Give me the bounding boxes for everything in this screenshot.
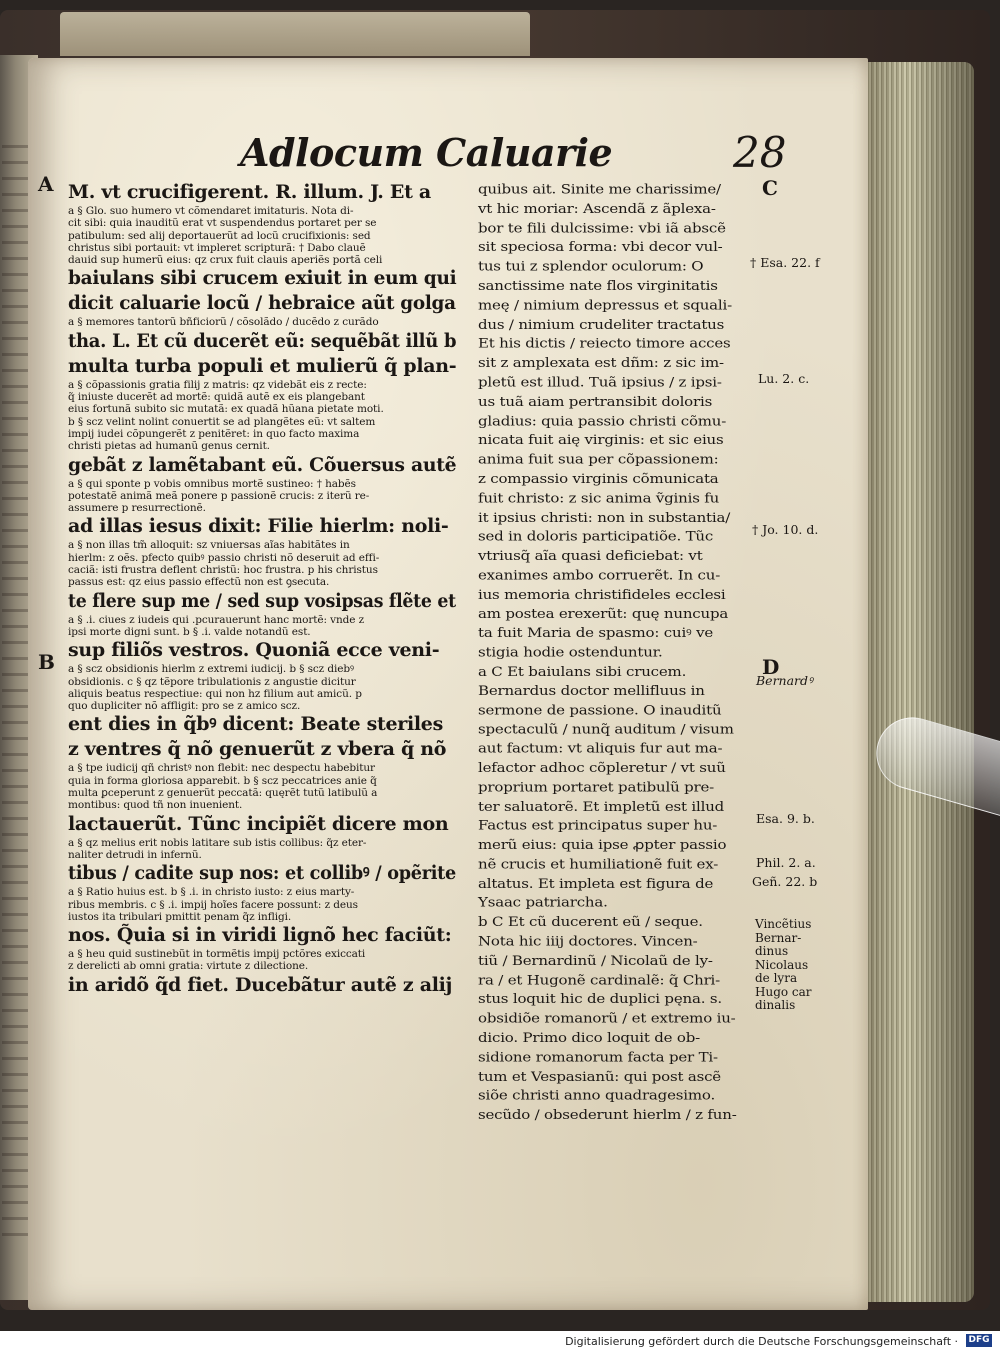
gloss-line: a § heu quid sustinebũt in tormẽtis impij pctõres exiccati xyxy=(68,948,366,961)
commentary-line: nẽ crucis et humiliationẽ fuit ex- xyxy=(478,856,719,872)
gloss-line: montibus: quod tñ non inuenient. xyxy=(68,799,243,812)
text-line: te flere sup me / sed sup vosipsas flẽte et xyxy=(68,589,456,612)
commentary-line: it ipsius christi: non in substantia/ xyxy=(478,509,731,525)
commentary-line: lefactor adhoc cõpleretur / vt suũ xyxy=(478,760,726,776)
commentary-line: obsidiõe romanorũ / et extremo iu- xyxy=(478,1010,736,1027)
gloss-line: a § cõpassionis gratia filij z matris: qz videbãt eis z recte: xyxy=(68,378,367,391)
gloss-line: a § tpe iudicij qñ christꝰ non flebit: nec despectu habebitur xyxy=(68,762,375,775)
commentary-line: Ysaac patriarcha. xyxy=(478,895,608,911)
commentary-line: ius memoria christifideles ecclesi xyxy=(478,586,726,602)
margin-letter-c: C xyxy=(762,176,778,200)
text-line: lactauerũt. Tũnc incipiẽt dicere mon xyxy=(68,812,449,835)
commentary-line: altatus. Et impleta est figura de xyxy=(478,875,714,892)
gloss-line: passus est: qz eius passio effectũ non est ꝯsecuta. xyxy=(68,576,330,589)
gloss-line: ipsi morte digni sunt. b § .i. valde notandũ est. xyxy=(68,625,311,638)
commentary-line: ter saluatorẽ. Et impletũ est illud xyxy=(478,798,725,815)
commentary-line: a C Et baiulans sibi crucem. xyxy=(478,663,687,680)
commentary-line: gladius: quia passio christi cõmu- xyxy=(478,413,727,429)
gloss-line: cit sibi: quia inauditũ erat vt suspendendus portaret per se xyxy=(68,217,377,230)
commentary-line: nicata fuit aię virginis: et sic eius xyxy=(478,432,724,448)
gloss-line: naliter detrudi in infernũ. xyxy=(68,848,202,861)
gloss-line: a § .i. ciues z iudeis qui .pcurauerunt hanc mortẽ: vnde z xyxy=(68,613,365,626)
gloss-line: christus sibi portauit: vt impleret scripturã: † Dabo clauẽ xyxy=(68,241,366,254)
commentary-line: siõe christi anno quadragesimo. xyxy=(478,1088,716,1104)
gloss-line: a § scz obsidionis hierlm z extremi iudicij. b § scz diebꝰ xyxy=(68,663,354,676)
margin-ref-bernard: Bernardꝰ xyxy=(756,673,813,688)
text-line: baiulans sibi crucem exiuit in eum qui xyxy=(68,267,457,290)
gloss-line: dauid sup humerũ eius: qz crux fuit clauis aperiẽs portã celi xyxy=(68,254,383,267)
commentary-line: am postea erexerũt: quę nuncupa xyxy=(478,605,729,622)
margin-doctors-list xyxy=(755,918,812,1013)
commentary-line: secũdo / obsederunt hierlm / z fun- xyxy=(478,1107,737,1123)
margin-doctor-name: Vincẽtius xyxy=(755,917,812,931)
gloss-line: a § Glo. suo humero vt cõmendaret imitaturis. Nota di- xyxy=(68,205,354,217)
margin-doctor-name: dinalis xyxy=(755,998,796,1012)
gloss-line: christi pietas ad humanũ genus cernit. xyxy=(68,440,270,453)
book-headband xyxy=(60,12,530,56)
gloss-line: obsidionis. c § qz tẽpore tribulationis z angustie dicitur xyxy=(68,675,356,688)
gloss-line: eius fortunã subito sic mutatã: ex quadã hũana pietate moti. xyxy=(68,403,384,416)
margin-doctor-name: dinus xyxy=(755,944,789,958)
gloss-line: aliquis beatus respectiue: qui non hz filium aut amicũ. p xyxy=(68,687,362,700)
text-line: z ventres q̃ nõ genuerũt z vbera q̃ nõ xyxy=(68,738,447,761)
commentary-line: Bernardus doctor mellifluus in xyxy=(478,683,705,699)
text-line: tibus / cadite sup nos: et collibꝰ / opẽrite xyxy=(68,862,456,885)
margin-ref-esa9: Esa. 9. b. xyxy=(756,811,815,826)
gloss-line: hierlm: z oẽs. pfecto quibꝰ passio christi nõ deseruit ad effi- xyxy=(68,551,380,564)
commentary-line: vtriusq̃ aĩa quasi deficiebat: vt xyxy=(478,548,703,564)
gloss-line: quia in forma gloriosa apparebit. b § scz peccatrices anie q̃ xyxy=(68,774,377,787)
funding-credit: Digitalisierung gefördert durch die Deutsche Forschungsgemeinschaft · xyxy=(565,1335,958,1348)
commentary-line: dus / nimium crudeliter tractatus xyxy=(478,316,725,332)
gloss-line: a § qui sponte p vobis omnibus mortẽ sustineo: † habẽs xyxy=(68,477,356,490)
gloss-line: potestatẽ animã meã ponere p passionẽ crucis: z iterũ re- xyxy=(68,489,370,502)
gloss-line: quo dupliciter nõ affligit: pro se z amico scz. xyxy=(68,700,301,713)
gloss-line: a § non illas tm̃ alloquit: sz vniuersas aĩas habitãtes in xyxy=(68,539,350,552)
text-line: ad illas iesus dixit: Filie hierlm: noli- xyxy=(68,515,449,538)
commentary-line: tus tui z splendor oculorum: O xyxy=(478,258,704,275)
gloss-line: iustos ita tribulari pmittit penam q̃z infligi. xyxy=(68,910,292,923)
right-text-column xyxy=(478,180,750,1125)
text-line: dicit caluarie locũ / hebraice aũt golga xyxy=(68,292,456,315)
margin-doctor-name: Bernar- xyxy=(755,930,802,945)
commentary-line: bor te fili dulcissime: vbi iã abscẽ xyxy=(478,220,726,236)
folio-number: 28 xyxy=(733,128,787,177)
commentary-line: exanimes ambo corruerẽt. In cu- xyxy=(478,567,721,583)
commentary-line: tum et Vespasianũ: qui post ascẽ xyxy=(478,1068,721,1085)
commentary-line: anima fuit sua per cõpassionem: xyxy=(478,451,719,467)
gloss-line: multa ꝑceperunt z genuerũt peccatã: quęrẽt tutũ latibulũ a xyxy=(68,787,378,800)
commentary-line: sermone de passione. O inauditũ xyxy=(478,702,722,718)
commentary-line: us tuã aiam pertransibit doloris xyxy=(478,393,713,410)
margin-ref-jo10: † Jo. 10. d. xyxy=(752,522,819,537)
gloss-line: z derelicti ab omni gratia: virtute z dilectione. xyxy=(68,960,309,973)
commentary-line: pletũ est illud. Tuã ipsius / z ipsi- xyxy=(478,374,722,390)
dfg-logo: DFG xyxy=(966,1334,992,1347)
commentary-line: aut factum: vt aliquis fur aut ma- xyxy=(478,740,723,757)
margin-letter-b: B xyxy=(38,650,55,674)
commentary-line: sanctissime nate flos virginitatis xyxy=(478,278,718,294)
margin-letter-a: A xyxy=(38,172,54,196)
commentary-line: merũ eius: quia ipse ꝓpter passio xyxy=(478,837,727,853)
fore-edge-shade xyxy=(862,62,974,1302)
commentary-line: sed in doloris participatiõe. Tũc xyxy=(478,528,714,545)
commentary-line: meę / nimium depressus et squali- xyxy=(478,297,732,313)
gloss-line: impij iudei cõpungerẽt z penitẽret: in quo facto maxima xyxy=(68,427,360,440)
gloss-line: assumere p resurrectionẽ. xyxy=(68,502,206,515)
commentary-line: Factus est principatus super hu- xyxy=(478,818,718,834)
margin-doctor-name: de lyra xyxy=(755,971,798,985)
gloss-line: patibulum: sed alij deportauerũt ad locũ crucifixionis: sed xyxy=(68,229,371,242)
margin-doctor-name: Nicolaus xyxy=(755,957,809,972)
gloss-line: a § memores tantorũ bñficiorũ / cõsolãdo / ducẽdo z curãdo xyxy=(68,316,379,329)
commentary-line: spectaculũ / nunq̃ auditum / visum xyxy=(478,721,734,737)
margin-doctor-name: Hugo car xyxy=(755,984,812,999)
commentary-line: sit speciosa forma: vbi decor vul- xyxy=(478,239,723,255)
gloss-line: caciã: isti frustra deflent christũ: hoc frustra. p his christus xyxy=(68,564,378,577)
gloss-line: ribus membris. c § .i. impij hoĩes facere possunt: z deus xyxy=(68,898,358,911)
commentary-line: z compassio virginis cõmunicata xyxy=(478,470,719,487)
commentary-line: vt hic moriar: Ascendã z ãplexa- xyxy=(478,200,716,217)
margin-letter-d: D xyxy=(762,655,780,679)
text-line: tha. L. Et cũ ducerẽt eũ: sequẽbãt illũ b xyxy=(68,329,457,352)
margin-ref-lu2: Lu. 2. c. xyxy=(758,371,810,386)
commentary-line: proprium portaret patibulũ pre- xyxy=(478,779,715,795)
commentary-line: stus loquit hic de duplici pęna. s. xyxy=(478,991,722,1007)
text-line: gebãt z lamẽtabant eũ. Cõuersus autẽ xyxy=(68,453,457,476)
commentary-line: ta fuit Maria de spasmo: cuiꝰ ve xyxy=(478,625,714,641)
gloss-line: a § qz melius erit nobis latitare sub istis collibus: q̃z eter- xyxy=(68,836,367,849)
text-line: in aridõ q̃d fiet. Ducebãtur autẽ z alij xyxy=(68,973,453,996)
commentary-line: b C Et cũ ducerent eũ / seque. xyxy=(478,914,703,930)
commentary-line: tiũ / Bernardinũ / Nicolaũ de ly- xyxy=(478,953,713,969)
text-line: M. vt crucifigerent. R. illum. J. Et a xyxy=(68,181,431,203)
text-line: ent dies in q̃bꝰ dicent: Beate steriles xyxy=(68,713,443,736)
gloss-line: q̃ iniuste ducerẽt ad mortẽ: quidã autẽ ex eis plangebant xyxy=(68,391,365,404)
commentary-line: quibus ait. Sinite me charissime/ xyxy=(478,181,721,197)
margin-ref-esa22: † Esa. 22. f xyxy=(750,255,820,270)
text-line: nos. Q̃uia si in viridi lignõ hec faciũt: xyxy=(68,924,452,947)
commentary-line: dicio. Primo dico loquit de ob- xyxy=(478,1030,701,1046)
commentary-line: sidione romanorum facta per Ti- xyxy=(478,1049,718,1065)
left-text-column xyxy=(68,180,458,998)
margin-ref-phil: Phil. 2. a. xyxy=(756,855,816,870)
text-line: multa turba populi et mulierũ q̃ plan- xyxy=(68,354,457,377)
commentary-line: fuit christo: z sic anima ṽginis fu xyxy=(478,490,720,506)
text-line: sup filiõs vestros. Quoniã ecce veni- xyxy=(68,639,440,662)
running-title: Adlocum Caluarie xyxy=(240,130,613,175)
commentary-line: stigia hodie ostenduntur. xyxy=(478,644,663,660)
commentary-line: ra / et Hugonẽ cardinalẽ: q̃ Chri- xyxy=(478,972,721,988)
margin-ref-gen: Geñ. 22. b xyxy=(752,874,818,889)
gloss-line: b § scz velint nolint conuertit se ad plangẽtes eũ: vt saltem xyxy=(68,415,376,428)
gloss-line: a § Ratio huius est. b § .i. in christo iusto: z eius marty- xyxy=(68,886,355,899)
commentary-line: Nota hic iiij doctores. Vincen- xyxy=(478,933,698,950)
commentary-line: Et his dictis / reiecto timore acces xyxy=(478,335,731,352)
commentary-line: sit z amplexata est dñm: z sic im- xyxy=(478,355,724,371)
